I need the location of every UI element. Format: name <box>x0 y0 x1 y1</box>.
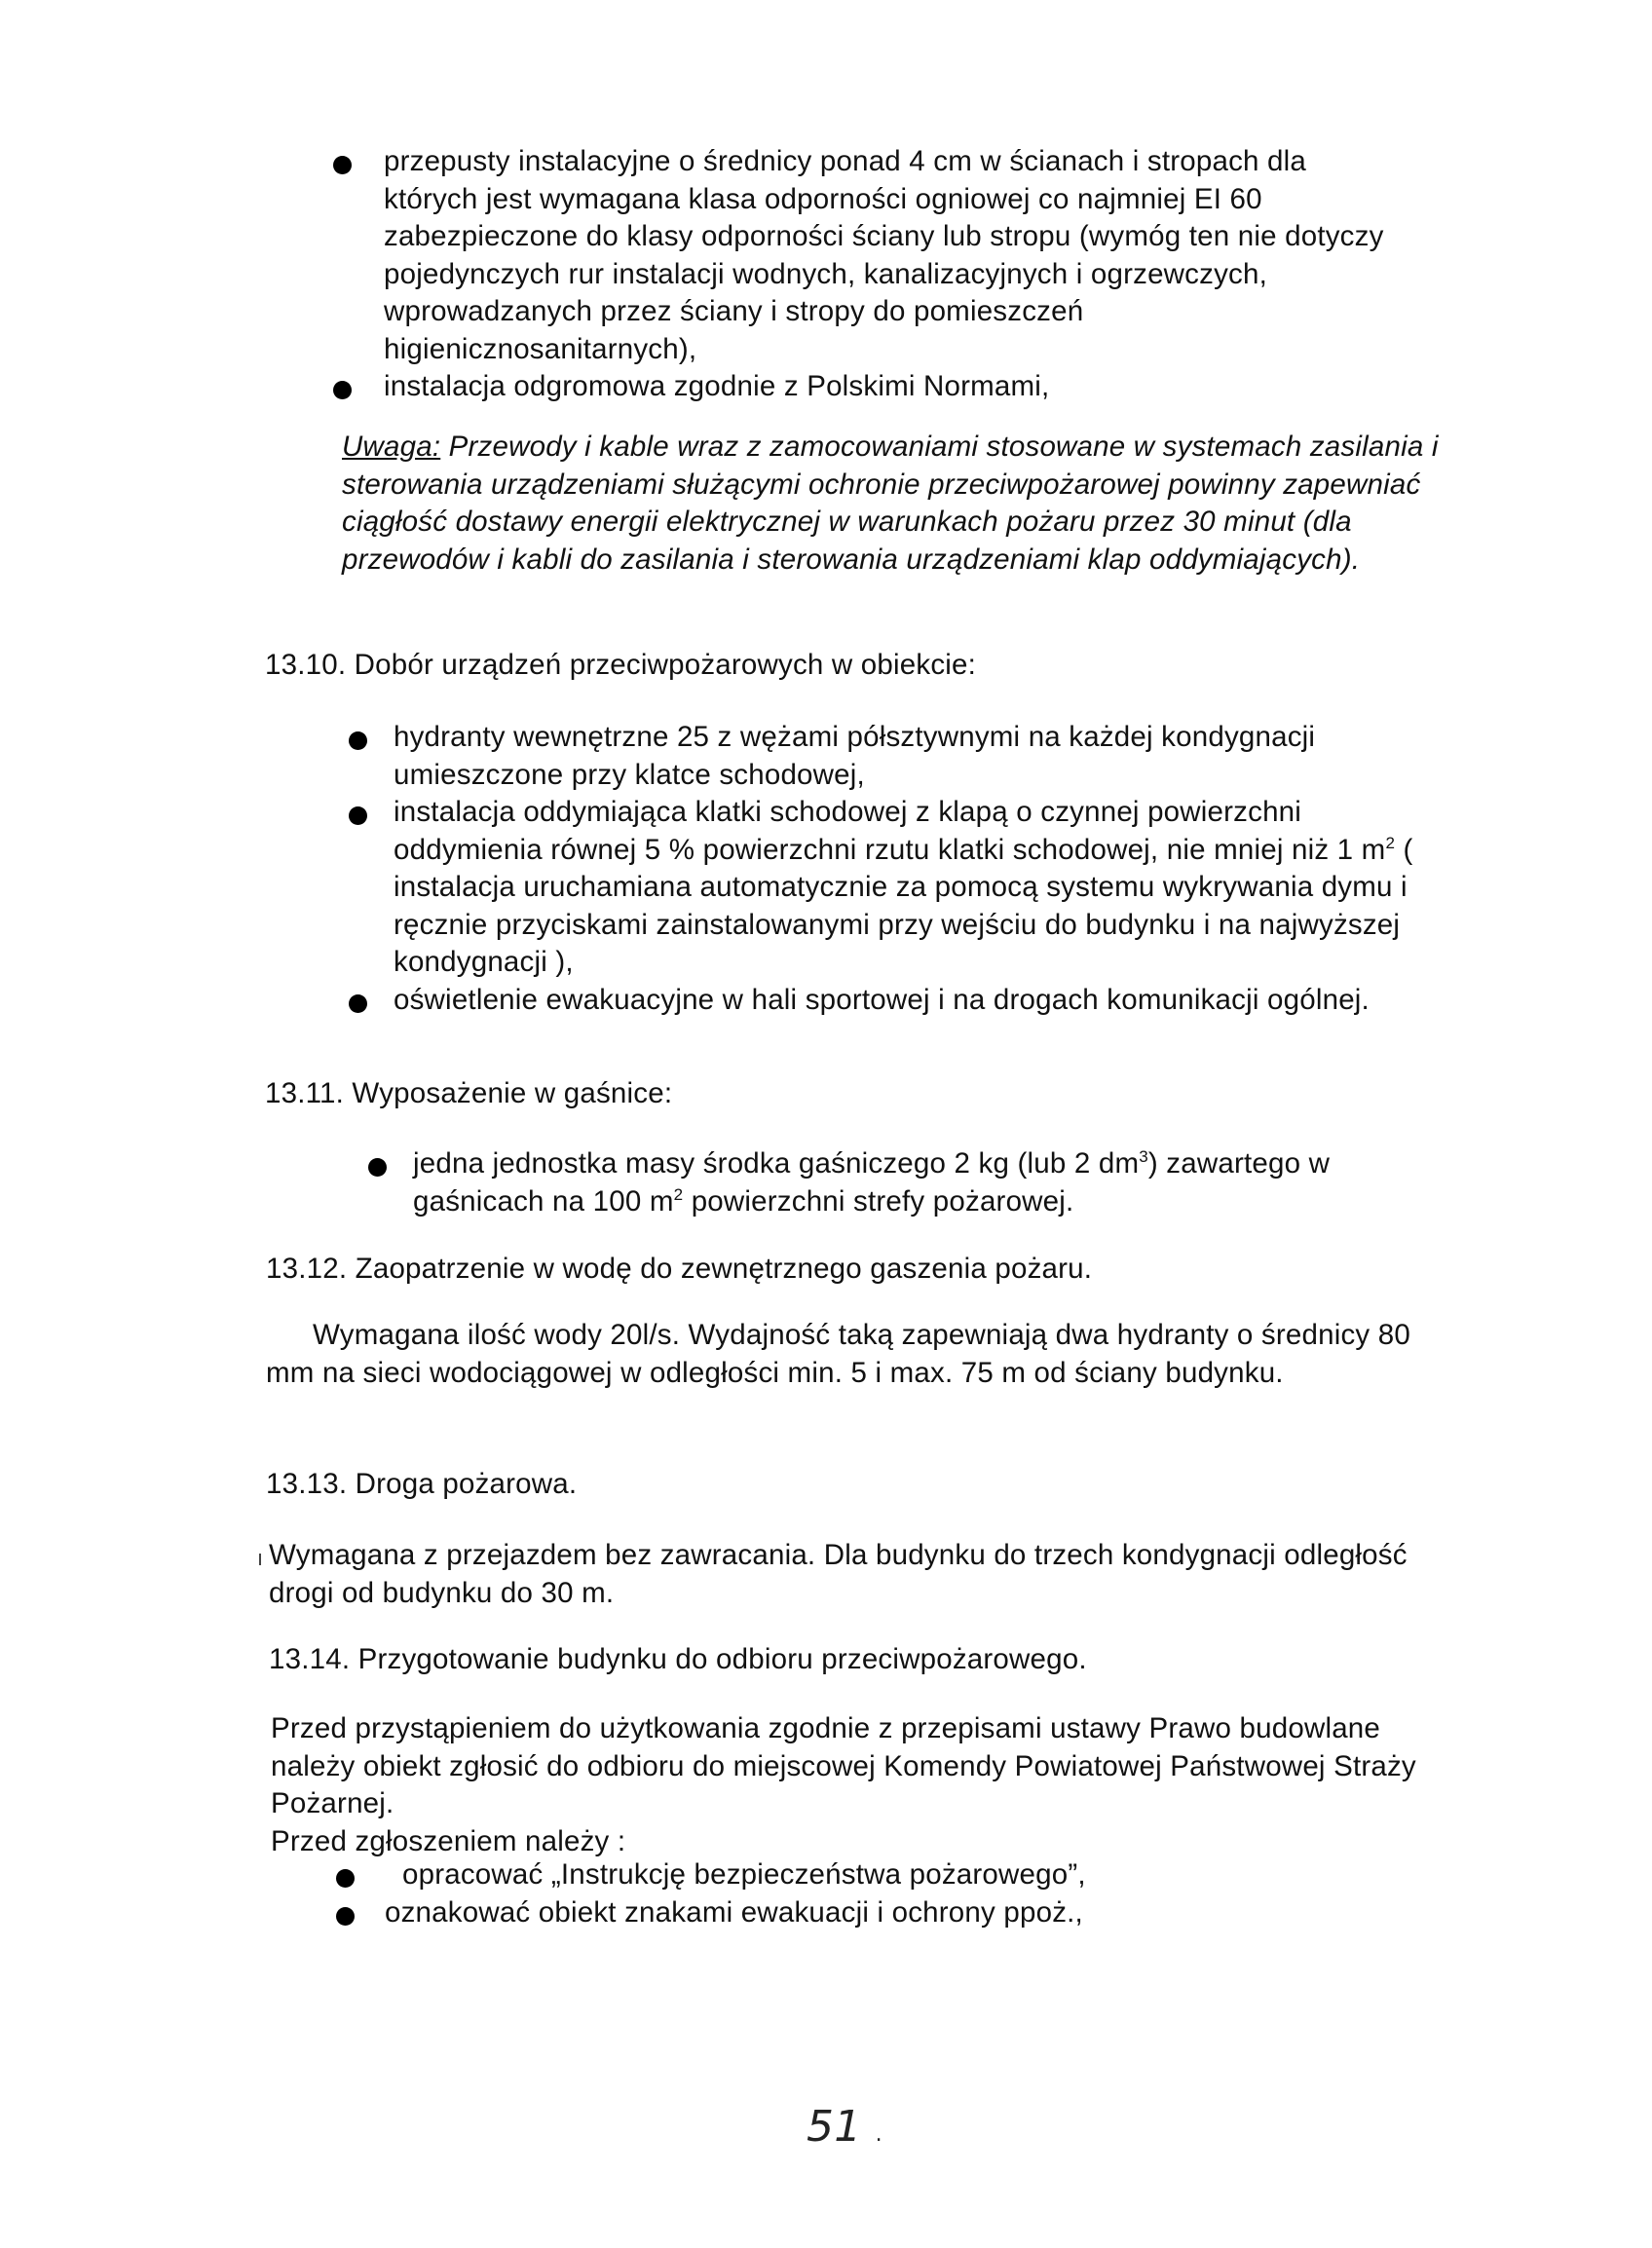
section-heading-13-10: 13.10. Dobór urządzeń przeciwpożarowych w obiekcie: <box>265 649 977 681</box>
section-heading-13-14: 13.14. Przygotowanie budynku do odbioru przeciwpożarowego. <box>269 1643 1087 1675</box>
list-item-text: przepusty instalacyjne o średnicy ponad 4 cm w ścianach i stropach dla których jest wymagana klasa odporności ogniowej co najmniej EI 60 zabezpieczone do klasy odporności ściany lub stropu (wymóg ten nie dotyczy pojedynczych rur instalacji wodnych, kanalizacyjnych i ogrzewczych, wprowadzanych przez ściany i stropy do pomieszczeń higienicznosanitarnych), <box>384 145 1384 365</box>
scan-mark <box>259 1554 261 1565</box>
list-item-text <box>394 794 1420 982</box>
text-part: powierzchni strefy pożarowej. <box>683 1184 1074 1218</box>
note-paragraph <box>342 429 1452 579</box>
list-item <box>336 1856 1408 1894</box>
bullet-icon <box>336 1907 355 1926</box>
bullet-icon <box>349 806 367 825</box>
paragraph-text: Przed przystąpieniem do użytkowania zgodnie z przepisami ustawy Prawo budowlane należy obiekt zgłosić do odbioru do miejscowej Komendy Powiatowej Państwowej Straży Pożarnej. <box>271 1712 1416 1819</box>
page-number-text: 51 <box>807 2102 862 2152</box>
list-item <box>336 1894 1408 1932</box>
bullet-list-13-11 <box>368 1145 1430 1220</box>
text-part: ( instalacja uruchamiana automatycznie za pomocą systemu wykrywania dymu i ręcznie przyciskami zainstalowanymi przy wejściu do budynku i na najwyższej kondygnacji ), <box>394 833 1413 978</box>
bullet-icon <box>349 994 367 1013</box>
bullet-icon <box>349 731 367 750</box>
list-item-text: oświetlenie ewakuacyjne w hali sportowej i na drogach komunikacji ogólnej. <box>394 983 1370 1016</box>
note-text: Przewody i kable wraz z zamocowaniami stosowane w systemach zasilania i sterowania urządzeniami służącymi ochronie przeciwpożarowej powinny zapewniać ciągłość dostawy energii elektrycznej w warunkach pożaru przez 30 minut (dla przewodów i kabli do zasilania i sterowania urządzeniami klap oddymiających). <box>342 431 1439 576</box>
bullet-list-13-14 <box>336 1856 1408 1931</box>
bullet-list-13-10 <box>349 719 1420 1019</box>
section-heading-13-11: 13.11. Wyposażenie w gaśnice: <box>265 1077 673 1109</box>
list-item <box>343 143 1395 368</box>
page-number-dot: . <box>875 2122 882 2147</box>
page-number <box>807 2104 882 2158</box>
list-item-text: instalacja odgromowa zgodnie z Polskimi Normami, <box>384 370 1050 402</box>
note-label: Uwaga: <box>342 431 441 463</box>
bullet-icon <box>333 156 352 174</box>
list-item-text: hydranty wewnętrzne 25 z wężami półsztywnymi na każdej kondygnacji umieszczone przy klatce schodowej, <box>394 721 1316 791</box>
superscript: 2 <box>1385 833 1396 852</box>
list-item <box>349 794 1420 982</box>
paragraph-text: Wymagana z przejazdem bez zawracania. Dla budynku do trzech kondygnacji odległość drogi od budynku do 30 m. <box>269 1539 1408 1609</box>
list-item-text <box>413 1145 1430 1220</box>
text-part: jedna jednostka masy środka gaśniczego 2 kg (lub 2 dm <box>413 1147 1140 1180</box>
paragraph-text: Wymagana ilość wody 20l/s. Wydajność taką zapewniają dwa hydranty o średnicy 80 mm na sieci wodociągowej w odległości min. 5 i max. 75 m od ściany budynku. <box>266 1319 1410 1389</box>
paragraph-13-14-intro <box>271 1823 1430 1861</box>
superscript: 3 <box>1139 1147 1148 1167</box>
list-item <box>349 982 1420 1020</box>
text-part: instalacja oddymiająca klatki schodowej z klapą o czynnej powierzchni oddymienia równej 5 % powierzchni rzutu klatki schodowej, nie mniej niż 1 m <box>394 796 1386 866</box>
superscript: 2 <box>673 1184 684 1204</box>
list-item <box>368 1145 1430 1220</box>
list-item <box>349 719 1420 794</box>
section-heading-13-12: 13.12. Zaopatrzenie w wodę do zewnętrznego gaszenia pożaru. <box>266 1253 1093 1285</box>
paragraph-13-13 <box>269 1537 1418 1612</box>
paragraph-13-14 <box>271 1710 1430 1823</box>
text-part: ) zawartego w gaśnicach na 100 m <box>413 1147 1331 1218</box>
bullet-list-top <box>343 143 1395 406</box>
list-item-text: opracować „Instrukcję bezpieczeństwa pożarowego”, <box>402 1858 1086 1891</box>
paragraph-13-12 <box>266 1317 1449 1392</box>
section-heading-13-13: 13.13. Droga pożarowa. <box>266 1468 578 1500</box>
list-item <box>343 368 1395 406</box>
bullet-icon <box>336 1869 355 1888</box>
list-item-text: oznakować obiekt znakami ewakuacji i ochrony ppoż., <box>385 1895 1083 1929</box>
bullet-icon <box>333 381 352 399</box>
bullet-icon <box>368 1158 387 1177</box>
paragraph-text: Przed zgłoszeniem należy : <box>271 1825 626 1857</box>
